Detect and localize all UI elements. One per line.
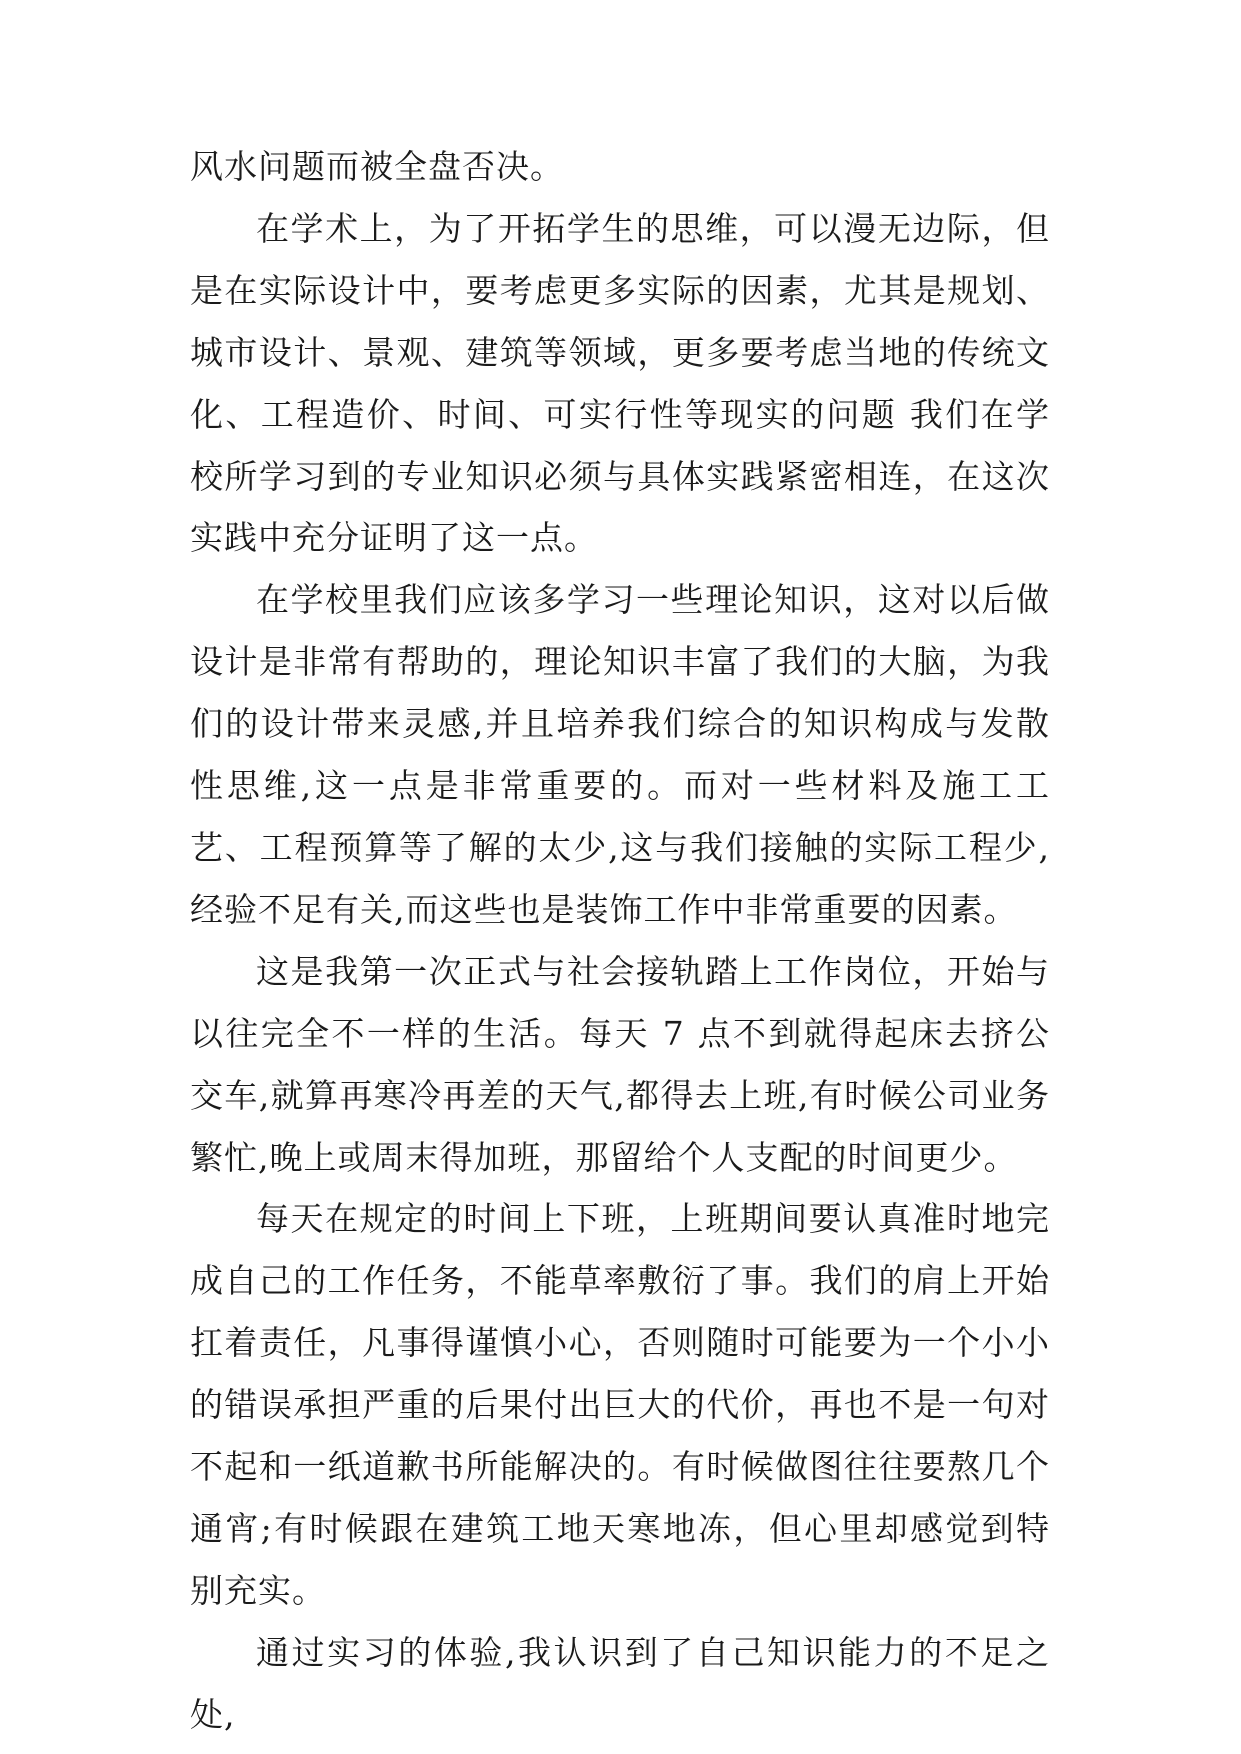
paragraph-6: 通过实习的体验,我认识到了自己知识能力的不足之处, [190,1632,1050,1734]
document-body [190,136,1050,1746]
paragraph-5: 每天在规定的时间上下班，上班期间要认真准时地完成自己的工作任务，不能草率敷衍了事。我们的肩上开始扛着责任，凡事得谨慎小心，否则随时可能要为一个小小的错误承担严重的后果付出巨大的代价，再也不是一句对不起和一纸道歉书所能解决的。有时候做图往往要熬几个通宵;有时候跟在建筑工地天寒地冻，但心里却感觉到特别充实。 [190,1199,1050,1610]
paragraph-1: 风水问题而被全盘否决。 [190,147,564,186]
paragraph-4: 这是我第一次正式与社会接轨踏上工作岗位，开始与以往完全不一样的生活。每天 7 点不到就得起床去挤公交车,就算再寒冷再差的天气,都得去上班,有时候公司业务繁忙,晚上或周末得加班，那留给个人支配的时间更少。 [190,951,1050,1177]
paragraph-2: 在学术上，为了开拓学生的思维，可以漫无边际，但是在实际设计中，要考虑更多实际的因素，尤其是规划、城市设计、景观、建筑等领域，更多要考虑当地的传统文化、工程造价、时间、可实行性等现实的问题 我们在学校所学习到的专业知识必须与具体实践紧密相连，在这次实践中充分证明了这一点。 [190,208,1050,558]
paragraph-3: 在学校里我们应该多学习一些理论知识，这对以后做设计是非常有帮助的，理论知识丰富了我们的大脑，为我们的设计带来灵感,并且培养我们综合的知识构成与发散性思维,这一点是非常重要的。而对一些材料及施工工艺、工程预算等了解的太少,这与我们接触的实际工程少,经验不足有关,而这些也是装饰工作中非常重要的因素。 [190,580,1050,929]
